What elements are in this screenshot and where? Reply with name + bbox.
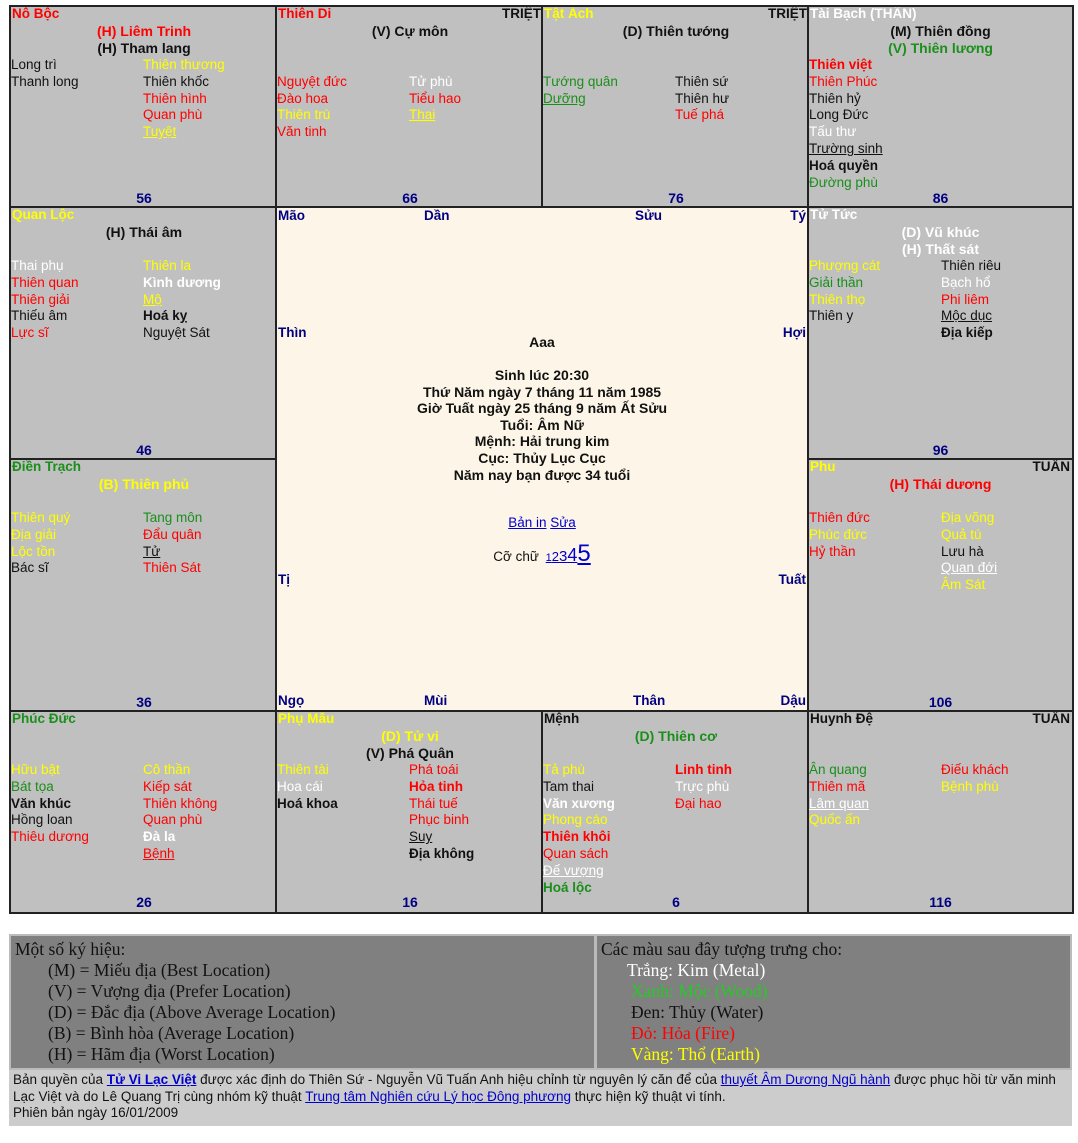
star-column-right <box>409 762 474 863</box>
star-column-left <box>277 762 338 812</box>
minor-star: Thiên hư <box>675 90 730 106</box>
minor-star: Giải thần <box>809 274 864 290</box>
minor-star: Hồng loan <box>11 812 73 828</box>
branch-than: Thân <box>633 693 666 708</box>
birth-info-line: Năm nay bạn được 34 tuổi <box>453 466 631 483</box>
palace-name: Thiên Di <box>278 6 332 21</box>
main-star: (M) Thiên đồng <box>890 23 991 39</box>
symbol-row: (D) = Đắc địa (Above Average Location) <box>48 1002 336 1022</box>
age-marker: 6 <box>672 894 680 910</box>
star-column-right <box>143 762 217 863</box>
star-column-right <box>941 510 997 594</box>
minor-star: Ân quang <box>809 762 867 777</box>
minor-star: Lâm quan <box>809 795 870 811</box>
star-column-right <box>675 762 732 812</box>
branch-ty: Tý <box>790 208 806 223</box>
age-marker: 96 <box>932 442 949 458</box>
minor-star: Thiên riêu <box>941 258 1002 273</box>
color-legend-row: Đen: Thủy (Water) <box>631 1002 764 1022</box>
minor-star: Thiên thọ <box>809 291 866 307</box>
star-column-left <box>809 258 880 325</box>
birth-info-line: Mệnh: Hải trung kim <box>474 433 610 450</box>
main-star: (D) Thiên tướng <box>622 23 730 39</box>
star-column-right <box>941 762 1009 796</box>
palace-name: Phúc Đức <box>12 711 76 726</box>
minor-star: Phong cáo <box>543 812 608 828</box>
star-column-left <box>11 762 89 846</box>
palace-nobo <box>9 5 279 210</box>
palace-name: Phu <box>810 459 836 474</box>
theory-link[interactable]: thuyết Âm Dương Ngũ hành <box>720 1072 891 1087</box>
branch-ngo: Ngọ <box>278 693 305 708</box>
minor-star: Nguyệt đức <box>277 73 347 89</box>
age-marker: 86 <box>932 190 949 206</box>
age-marker: 76 <box>668 190 684 206</box>
minor-star: Hỏa tinh <box>409 778 463 794</box>
minor-star: Đường phù <box>809 174 878 190</box>
age-marker: 56 <box>136 190 152 206</box>
minor-star: Thiên quan <box>11 274 79 290</box>
palace-phu <box>807 458 1074 714</box>
branch-suu: Sửu <box>635 208 663 223</box>
minor-star: Văn khúc <box>11 795 72 811</box>
minor-star: Tả phù <box>543 762 586 777</box>
research-center-link[interactable]: Trung tâm Nghiên cứu Lý học Đông phương <box>305 1088 572 1104</box>
palace-quanloc <box>9 206 279 462</box>
minor-star: Hoá khoa <box>277 795 338 811</box>
minor-star: Hoá kỵ <box>143 308 188 324</box>
minor-star: Mộ <box>143 291 162 307</box>
star-column-left <box>543 762 615 896</box>
palace-name: Quan Lộc <box>12 207 75 222</box>
center-panel <box>275 206 809 712</box>
star-column-left <box>11 258 79 342</box>
minor-star: Thiên quý <box>11 510 71 525</box>
minor-star: Mộc dục <box>941 308 993 324</box>
minor-star: Đế vượng <box>543 862 604 878</box>
star-column-right <box>143 258 221 342</box>
minor-star: Thiên mã <box>809 778 866 794</box>
main-star: (V) Cự môn <box>371 23 449 39</box>
font-size-5[interactable]: 5 <box>577 540 591 567</box>
minor-star: Tấu thư <box>809 124 857 140</box>
star-column-right <box>675 57 729 124</box>
font-size-label: Cỡ chữ <box>493 549 539 564</box>
star-column-left <box>277 57 347 141</box>
symbols-legend <box>9 934 596 1070</box>
birth-info-line: Cục: Thủy Lục Cục <box>478 449 606 466</box>
action-links <box>277 515 807 530</box>
minor-star: Thiên Sát <box>143 560 201 576</box>
palace-name: Phụ Mẫu <box>278 711 335 726</box>
minor-star: Quả tú <box>941 526 982 542</box>
minor-star: Hữu bật <box>11 762 60 777</box>
minor-star: Thiên đức <box>809 510 870 525</box>
main-star: (H) Tham lang <box>97 40 191 56</box>
palace-taibach <box>807 5 1074 210</box>
symbol-row: (V) = Vượng địa (Prefer Location) <box>48 981 291 1001</box>
palace-thiendi <box>275 5 545 210</box>
colors-legend <box>595 934 1072 1070</box>
font-size-4[interactable]: 4 <box>567 545 578 565</box>
minor-star: Quốc ấn <box>809 812 861 828</box>
age-marker: 16 <box>402 894 418 910</box>
main-star: (D) Vũ khúc <box>901 224 980 240</box>
minor-star <box>675 57 729 74</box>
minor-star: Thiên y <box>809 308 854 324</box>
minor-star: Thiên sứ <box>675 73 729 89</box>
minor-star: Tuế phá <box>675 107 725 123</box>
age-marker: 116 <box>929 894 952 910</box>
star-column-right <box>409 57 461 124</box>
palace-name: Nô Bộc <box>12 6 60 21</box>
minor-star: Tử <box>143 543 161 559</box>
person-name: Aaa <box>529 334 555 350</box>
birth-info-line: Sinh lúc 20:30 <box>494 367 590 383</box>
main-star: (D) Thiên cơ <box>634 728 718 744</box>
tuvi-lacviet-link[interactable]: Tử Vi Lạc Việt <box>106 1072 197 1087</box>
palace-tatach <box>541 5 811 210</box>
age-marker: 106 <box>928 694 953 710</box>
minor-star: Hoá lộc <box>543 879 592 895</box>
minor-star: Kình dương <box>143 274 221 290</box>
minor-star: Thiên hình <box>143 90 207 106</box>
age-marker: 66 <box>402 190 418 206</box>
minor-star: Đại hao <box>675 795 722 811</box>
minor-star: Thanh long <box>11 73 79 89</box>
palace-tag: TUẦN <box>1032 711 1070 726</box>
minor-star: Hoá quyền <box>809 157 879 173</box>
minor-star: Phượng cát <box>809 258 881 273</box>
birth-info-line: Tuổi: Âm Nữ <box>500 416 584 433</box>
minor-star: Thiêu dương <box>11 829 89 845</box>
main-star: (H) Liêm Trinh <box>96 23 192 39</box>
minor-star: Tang môn <box>143 510 203 525</box>
minor-star: Thiên hỷ <box>809 90 861 106</box>
palace-name: Tử Tức <box>810 207 858 222</box>
main-star: (H) Thái âm <box>105 224 183 240</box>
footer-text: Bản quyền của <box>13 1072 107 1087</box>
minor-star: Linh tinh <box>675 762 732 777</box>
symbols-title: Một số ký hiệu: <box>15 939 126 959</box>
minor-star <box>409 57 461 74</box>
color-legend-row: Xanh: Mộc (Wood) <box>631 981 768 1001</box>
palace-phucduc <box>9 710 279 914</box>
minor-star: Đà la <box>143 829 176 845</box>
main-star: (H) Thất sát <box>902 241 979 257</box>
birth-info <box>277 367 807 483</box>
minor-star: Long Đức <box>809 107 869 123</box>
minor-star: Tam thai <box>543 778 595 794</box>
palace-name: Huynh Đệ <box>810 711 874 726</box>
minor-star: Văn xương <box>543 795 615 811</box>
minor-star: Thiên không <box>143 795 218 811</box>
minor-star: Quan phù <box>143 812 203 828</box>
minor-star: Long trì <box>11 57 57 72</box>
star-column-right <box>941 258 1001 342</box>
minor-star: Phục binh <box>409 812 470 828</box>
palace-name: Mệnh <box>544 711 580 726</box>
minor-star <box>543 57 618 74</box>
palace-tag: TUẦN <box>1032 459 1070 474</box>
minor-star: Thiên khốc <box>143 73 210 89</box>
minor-star: Hỷ thần <box>809 543 856 559</box>
minor-star: Điếu khách <box>941 762 1009 777</box>
branch-hoi: Hợi <box>782 325 806 340</box>
palace-menh <box>541 710 811 914</box>
minor-star: Bệnh <box>143 845 175 861</box>
minor-star: Thiên khôi <box>543 829 611 845</box>
minor-star: Trực phù <box>675 778 730 794</box>
minor-star: Lưu hà <box>941 543 984 559</box>
main-star: (H) Thái dương <box>889 476 992 492</box>
star-column-left <box>11 510 70 577</box>
main-star: (V) Phá Quân <box>366 745 454 761</box>
minor-star: Kiếp sát <box>143 778 192 794</box>
main-star: (V) Thiên lương <box>888 40 993 56</box>
birth-info-line: Thứ Năm ngày 7 tháng 11 năm 1985 <box>422 383 662 400</box>
font-size-3[interactable]: 3 <box>559 548 568 565</box>
footer-text: được phục hồi từ văn minh Lạc Việt và do Lê Quang Trị cùng nhóm kỹ thuật <box>13 1072 1056 1104</box>
minor-star: Lộc tồn <box>11 543 56 559</box>
minor-star: Đẩu quân <box>143 526 202 542</box>
minor-star: Quan đới <box>941 560 998 576</box>
branch-dau: Dậu <box>780 693 806 708</box>
colors-title: Các màu sau đây tượng trưng cho: <box>601 939 843 959</box>
color-legend-row: Vàng: Thổ (Earth) <box>631 1044 760 1064</box>
minor-star: Đào hoa <box>277 90 329 106</box>
minor-star: Địa không <box>409 845 475 861</box>
edit-link[interactable]: Sửa <box>550 515 576 530</box>
minor-star: Bạch hổ <box>941 274 991 290</box>
minor-star: Thiên tài <box>277 762 329 777</box>
palace-tag: TRIỆT <box>502 6 541 21</box>
minor-star: Thiên trù <box>277 107 331 123</box>
palace-dientrach <box>9 458 279 714</box>
minor-star: Bát tọa <box>11 778 54 794</box>
font-size-2[interactable]: 2 <box>551 549 560 564</box>
birth-info-line: Giờ Tuất ngày 25 tháng 9 năm Ất Sửu <box>416 400 668 417</box>
minor-star: Tướng quân <box>543 73 618 89</box>
color-legend-row: Đỏ: Hỏa (Fire) <box>631 1023 736 1043</box>
minor-star: Thiên giải <box>11 291 70 307</box>
minor-star: Phúc đức <box>809 526 867 542</box>
minor-star: Văn tinh <box>277 124 327 140</box>
age-marker: 46 <box>136 442 152 458</box>
minor-star: Bệnh phù <box>941 778 999 794</box>
palace-name: Tật Ách <box>544 6 594 21</box>
star-column-left <box>809 510 870 560</box>
minor-star: Bác sĩ <box>11 560 49 576</box>
star-column-left <box>543 57 618 107</box>
minor-star: Phá toái <box>409 762 459 777</box>
symbol-row: (B) = Bình hòa (Average Location) <box>48 1023 295 1043</box>
palace-tag: TRIỆT <box>768 6 807 21</box>
palace-name: Điền Trạch <box>12 459 82 474</box>
print-link[interactable]: Bản in <box>508 515 547 530</box>
minor-star: Nguyệt Sát <box>143 325 210 341</box>
age-marker: 36 <box>136 694 152 710</box>
main-star: (D) Tử vi <box>381 728 439 744</box>
font-size-1[interactable]: 1 <box>545 552 552 564</box>
minor-star: Thiếu âm <box>11 308 68 324</box>
minor-star: Dưỡng <box>543 90 586 106</box>
minor-star: Suy <box>409 829 433 845</box>
star-column-left <box>809 762 869 829</box>
minor-star: Địa giải <box>11 526 57 542</box>
star-column-left <box>11 57 79 91</box>
main-star: (B) Thiên phủ <box>98 476 190 492</box>
minor-star: Phi liêm <box>941 291 990 307</box>
palace-tutuc <box>807 206 1074 462</box>
minor-star: Địa kiếp <box>941 325 993 341</box>
branch-mao: Mão <box>278 208 305 223</box>
minor-star: Tử phù <box>409 73 453 89</box>
footer-text: được xác định do Thiên Sứ - Nguyễn Vũ Tuấn Anh hiệu chỉnh từ nguyên lý căn để của <box>196 1072 721 1087</box>
star-column-right <box>143 57 225 141</box>
minor-star: Cô thần <box>143 762 191 777</box>
minor-star: Thiên việt <box>809 57 873 72</box>
star-column-right <box>143 510 202 577</box>
minor-star: Thiên Phúc <box>809 73 878 89</box>
minor-star: Thai phụ <box>11 258 64 273</box>
font-size-control <box>277 540 807 568</box>
minor-star: Tuyệt <box>143 124 177 140</box>
minor-star: Tiểu hao <box>409 90 462 106</box>
minor-star: Trường sinh <box>809 140 883 156</box>
minor-star: Thái tuế <box>409 795 458 811</box>
age-marker: 26 <box>136 894 152 910</box>
branch-tuat: Tuất <box>778 572 806 587</box>
minor-star: Quan phù <box>143 107 203 123</box>
branch-ti: Tị <box>278 572 290 587</box>
footer-text: thực hiện kỹ thuật vi tính. <box>571 1088 726 1104</box>
copyright-footer <box>9 1070 1072 1126</box>
palace-phumau <box>275 710 545 914</box>
branch-dan: Dần <box>424 208 450 223</box>
minor-star: Thai <box>409 107 436 123</box>
minor-star: Địa võng <box>941 510 995 525</box>
minor-star: Hoa cái <box>277 778 323 794</box>
minor-star: Lực sĩ <box>11 325 49 341</box>
minor-star: Âm Sát <box>941 577 986 593</box>
version-text: Phiên bản ngày 16/01/2009 <box>13 1105 179 1120</box>
symbol-row: (H) = Hãm địa (Worst Location) <box>48 1044 275 1064</box>
star-column-left <box>809 57 883 191</box>
palace-name: Tài Bạch (THÂN) <box>810 6 917 21</box>
minor-star: Thiên thương <box>143 57 225 72</box>
minor-star <box>277 57 347 74</box>
palace-huynhde <box>807 710 1074 914</box>
branch-mui: Mùi <box>424 693 448 708</box>
minor-star: Thiên la <box>143 258 192 273</box>
branch-thin: Thìn <box>278 325 307 340</box>
color-legend-row: Trắng: Kim (Metal) <box>627 960 766 980</box>
minor-star: Quan sách <box>543 845 609 861</box>
symbol-row: (M) = Miếu địa (Best Location) <box>48 960 271 980</box>
